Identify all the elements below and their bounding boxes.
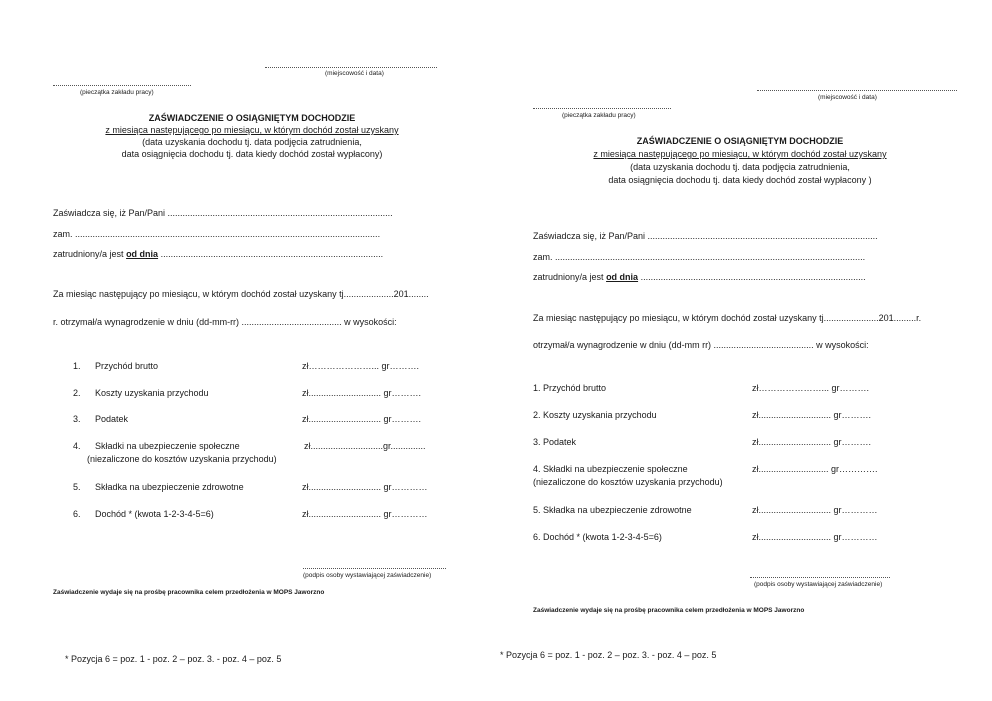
left-item-6-num: 6.: [73, 509, 81, 519]
left-employed-from: od dnia: [126, 249, 159, 259]
right-item-5-amount[interactable]: zł............................. gr…………: [752, 505, 878, 515]
right-item-2-num: 2.: [533, 410, 541, 420]
left-salary-line[interactable]: r. otrzymał/a wynagrodzenie w dniu (dd-mm-rr) ........................................ w wysokości:: [53, 317, 397, 327]
right-item-3-amount[interactable]: zł............................. gr……….: [752, 437, 872, 447]
left-address-line[interactable]: zam. ..........................................................................................................................: [53, 229, 381, 239]
left-item-6-label: Dochód * (kwota 1-2-3-4-5=6): [95, 509, 214, 519]
right-item-4-amount[interactable]: zł............................ gr………….: [752, 464, 878, 474]
left-item-4-label-2: (niezaliczone do kosztów uzyskania przychodu): [87, 454, 277, 464]
right-employed-prefix: zatrudniony/a jest: [533, 272, 604, 282]
right-item-6-num: 6.: [533, 532, 541, 542]
right-stamp-line: [533, 108, 671, 109]
left-item-5-amount[interactable]: zł............................. gr…………: [302, 482, 428, 492]
right-item-1-num: 1.: [533, 383, 541, 393]
left-item-2-num: 2.: [73, 388, 81, 398]
right-title: ZAŚWIADCZENIE O OSIĄGNIĘTYM DOCHODZIE: [636, 136, 844, 146]
right-item-2-label: [533, 411, 657, 420]
left-signature-line: [303, 568, 446, 569]
right-item-1-label: [533, 384, 606, 393]
right-address-line[interactable]: zam. ............................................................................................................................: [533, 252, 866, 262]
left-item-3-num: 3.: [73, 414, 81, 424]
left-item-5-num: 5.: [73, 482, 81, 492]
left-subtitle: z miesiąca następującego po miesiącu, w którym dochód został uzyskany: [105, 125, 399, 135]
right-place-date-line: [757, 90, 957, 91]
right-salary-line[interactable]: otrzymał/a wynagrodzenie w dniu (dd-mm rr) ........................................ w wysokości:: [533, 340, 869, 350]
left-place-date-line: [265, 67, 437, 68]
left-item-3-amount[interactable]: zł............................. gr……….: [302, 414, 422, 424]
left-item-1-num: 1.: [73, 361, 81, 371]
left-employed-line[interactable]: [53, 250, 383, 259]
left-employed-prefix: zatrudniony/a jest: [53, 249, 124, 259]
right-item-2-amount[interactable]: zł............................. gr……….: [752, 410, 872, 420]
right-item-2-text: Koszty uzyskania przychodu: [543, 410, 657, 420]
left-name-line[interactable]: Zaświadcza się, iż Pan/Pani ..........................................................................................: [53, 208, 393, 218]
left-place-date-caption: (miejscowość i data): [325, 70, 384, 77]
left-note-2: data osiągnięcia dochodu tj. data kiedy dochód został wypłacony): [121, 149, 383, 159]
right-footnote: * Pozycja 6 = poz. 1 - poz. 2 – poz. 3. - poz. 4 – poz. 5: [500, 650, 717, 660]
right-employed-suffix: ..........................................................................................: [640, 272, 866, 282]
right-item-3-num: 3.: [533, 437, 541, 447]
left-item-4-label: Składki na ubezpieczenie społeczne: [95, 441, 240, 451]
right-item-6-text: Dochód * (kwota 1-2-3-4-5=6): [543, 532, 662, 542]
right-signature-caption: (podpis osoby wystawiającej zaświadczenie): [754, 581, 883, 588]
right-subtitle: z miesiąca następującego po miesiącu, w którym dochód został uzyskany: [593, 149, 887, 159]
left-title: ZAŚWIADCZENIE O OSIĄGNIĘTYM DOCHODZIE: [148, 113, 356, 123]
right-signature-line: [750, 577, 890, 578]
left-note-1: (data uzyskania dochodu tj. data podjęcia zatrudnienia,: [142, 137, 362, 147]
right-item-4-text: Składki na ubezpieczenie społeczne: [543, 464, 688, 474]
right-item-5-label: [533, 506, 692, 515]
right-place-date-caption: (miejscowość i data): [818, 94, 877, 101]
right-item-5-num: 5.: [533, 505, 541, 515]
right-note-2: data osiągnięcia dochodu tj. data kiedy dochód został wypłacony ): [608, 175, 872, 185]
left-item-2-amount[interactable]: zł............................. gr……….: [302, 388, 422, 398]
left-employed-suffix: .........................................................................................: [160, 249, 384, 259]
right-item-5-text: Składka na ubezpieczenie zdrowotne: [543, 505, 692, 515]
left-stamp-caption: (pieczątka zakładu pracy): [80, 89, 154, 96]
right-item-4-label-2: (niezaliczone do kosztów uzyskania przychodu): [533, 477, 723, 487]
left-item-1-label: Przychód brutto: [95, 361, 159, 371]
right-note-1: (data uzyskania dochodu tj. data podjęcia zatrudnienia,: [630, 162, 850, 172]
right-issued-note: Zaświadczenie wydaje się na prośbę pracownika celem przedłożenia w MOPS Jaworzno: [533, 607, 805, 614]
right-name-line[interactable]: Zaświadcza się, iż Pan/Pani ............................................................................................: [533, 231, 878, 241]
left-signature-caption: (podpis osoby wystawiającej zaświadczenie): [303, 572, 432, 579]
left-footnote: * Pozycja 6 = poz. 1 - poz. 2 – poz. 3. - poz. 4 – poz. 5: [65, 654, 282, 664]
left-item-1-amount[interactable]: zł…………………... gr……….: [302, 361, 420, 371]
right-item-1-text: Przychód brutto: [543, 383, 607, 393]
right-employed-from: od dnia: [606, 272, 639, 282]
right-item-6-label: [533, 533, 662, 542]
right-stamp-caption: (pieczątka zakładu pracy): [562, 112, 636, 119]
right-item-4-num: 4.: [533, 464, 541, 474]
left-month-line[interactable]: Za miesiąc następujący po miesiącu, w którym dochód został uzyskany tj....................201........: [53, 289, 429, 299]
right-item-6-amount[interactable]: zł............................. gr…………: [752, 532, 878, 542]
right-item-3-text: Podatek: [543, 437, 577, 447]
right-item-1-amount[interactable]: zł…………………... gr……….: [752, 383, 870, 393]
left-item-4-num: 4.: [73, 441, 81, 451]
left-item-2-label: Koszty uzyskania przychodu: [95, 388, 209, 398]
left-issued-note: Zaświadczenie wydaje się na prośbę pracownika celem przedłożenia w MOPS Jaworzno: [53, 589, 325, 596]
left-item-5-label: Składka na ubezpieczenie zdrowotne: [95, 482, 244, 492]
left-item-4-amount[interactable]: zł.............................gr..............: [304, 441, 426, 451]
left-item-6-amount[interactable]: zł............................. gr…………: [302, 509, 428, 519]
left-item-3-label: Podatek: [95, 414, 129, 424]
right-month-line[interactable]: Za miesiąc następujący po miesiącu, w którym dochód został uzyskany tj......................201.........r.: [533, 313, 922, 323]
right-item-4-label: [533, 465, 688, 474]
left-stamp-line: [53, 85, 191, 86]
right-employed-line[interactable]: [533, 273, 866, 282]
right-item-3-label: [533, 438, 576, 447]
